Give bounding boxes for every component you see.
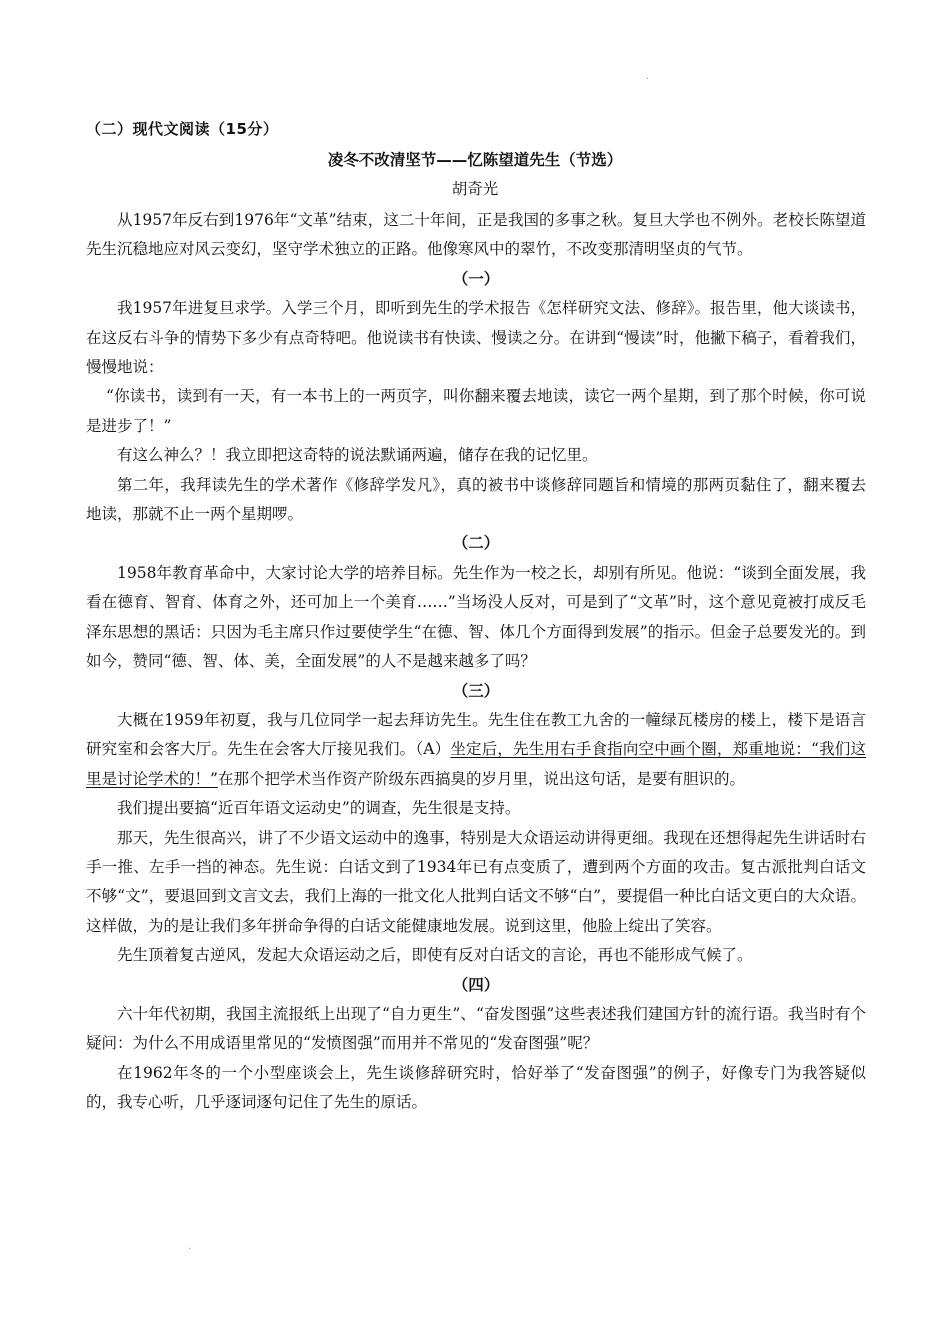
section-2-paragraph-1: 1958年教育革命中，大家讨论大学的培养目标。先生作为一校之长，却别有所见。他说：“谈到全面发展，我看在德育、智育、体育之外，还可加上一个美育……”当场没人反对，可是到了“文革”时，这个意见竟被打成反毛泽东思想的黑话：只因为毛主席只作过要使学生“在德、智、体几个方面得到发展”的指示。但金子总要发光的。到如今，赞同“德、智、体、美，全面发展”的人不是越来越多了吗？ bbox=[86, 563, 866, 671]
section-3-paragraph-3: 那天，先生很高兴，讲了不少语文运动中的逸事，特别是大众语运动讲得更细。我现在还想得起先生讲话时右手一推、左手一挡的神态。先生说：白话文到了1934年已有点变质了，遭到两个方面的攻击。复古派批判白话文不够“文”，要退回到文言文去，我们上海的一批文化人批判白话文不够“白”，要提倡一种比白话文更白的大众语。这样做，为的是让我们多年拼命争得的白话文能健康地发展。说到这里，他脸上绽出了笑容。 bbox=[86, 828, 866, 935]
section-1-paragraph-2: 有这么神么？！我立即把这奇特的说法默诵两遍，储存在我的记忆里。 bbox=[117, 446, 598, 465]
section-1-quote: “你读书，读到有一天，有一本书上的一两页字，叫你翻来覆去地读，读它一两个星期，到了那个时候，你可说是进步了！” bbox=[86, 387, 866, 435]
intro-paragraph: 从1957年反右到1976年“文革”结束，这二十年间，正是我国的多事之秋。复旦大学也不例外。老校长陈望道先生沉稳地应对风云变幻，坚守学术独立的正路。他像寒风中的翠竹，不改变那清明坚贞的气节。 bbox=[86, 211, 866, 259]
section-4-heading: （四） bbox=[452, 975, 500, 994]
section-1-paragraph-1: 我1957年进复旦求学。入学三个月，即听到先生的学术报告《怎样研究文法、修辞》。报告里，他大谈读书，在这反右斗争的情势下多少有点奇特吧。他说读书有快读、慢读之分。在讲到“慢读”时，他撇下稿子，看着我们，慢慢地说： bbox=[86, 299, 866, 377]
section-3-paragraph-2: 我们提出要搞“近百年语文运动史”的调查，先生很是支持。 bbox=[117, 799, 521, 818]
article-title: 凌冬不改清坚节——忆陈望道先生（节选） bbox=[327, 151, 623, 169]
underlined-sentence-a: 坐定后，先生用右手食指向空中画个圈，郑重地说：“我们这里是讨论学术的！” bbox=[86, 740, 866, 788]
section-2-heading: （二） bbox=[452, 534, 500, 553]
section-heading: （二）现代文阅读（15分） bbox=[86, 120, 279, 138]
footer-dot: · bbox=[188, 1244, 192, 1255]
header-dot: · bbox=[646, 74, 650, 85]
section-3-heading: （三） bbox=[452, 681, 500, 700]
section-3-paragraph-1 bbox=[86, 706, 866, 794]
section-3-p1-tail: 在那个把学术当作资产阶级东西搞臭的岁月里，说出这句话，是要有胆识的。 bbox=[217, 769, 745, 788]
section-4-paragraph-1: 六十年代初期，我国主流报纸上出现了“自力更生”、“奋发图强”这些表述我们建国方针的流行语。我当时有个疑问：为什么不用成语里常见的“发愤图强”而用并不常见的“发奋图强”呢？ bbox=[86, 1004, 866, 1053]
section-1-paragraph-3: 第二年，我拜读先生的学术著作《修辞学发凡》，真的被书中谈修辞同题旨和情境的那两页黏住了，翻来覆去地读，那就不止一两个星期啰。 bbox=[86, 475, 866, 524]
section-3-p1-lead: 大概在1959年初夏，我与几位同学一起去拜访先生。先生住在教工九舍的一幢绿瓦楼房的楼上，楼下是语言研究室和会客大厅。先生在会客大厅接见我们。（A） bbox=[86, 710, 866, 759]
section-3-paragraph-4: 先生顶着复古逆风，发起大众语运动之后，即使有反对白话文的言论，再也不能形成气候了。 bbox=[117, 946, 753, 965]
section-1-heading: （一） bbox=[452, 269, 500, 288]
article-author: 胡奇光 bbox=[451, 180, 499, 198]
article-body bbox=[86, 206, 866, 1118]
section-4-paragraph-2: 在1962年冬的一个小型座谈会上，先生谈修辞研究时，恰好举了“发奋图强”的例子，好像专门为我答疑似的，我专心听，几乎逐词逐句记住了先生的原话。 bbox=[86, 1063, 866, 1112]
